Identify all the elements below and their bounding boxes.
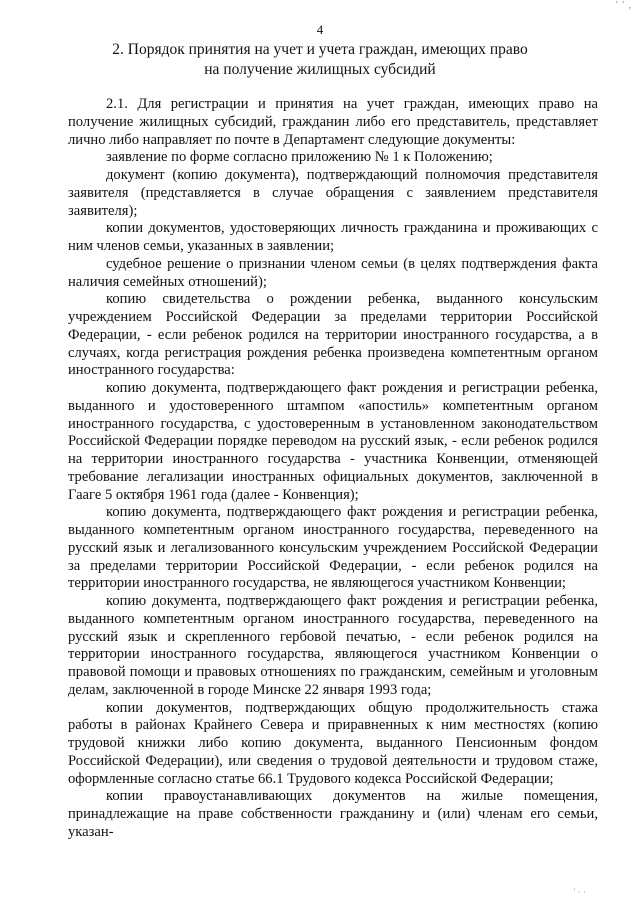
paragraph-birth-minsk-convention: копию документа, подтверждающего факт рождения и регистрации ребенка, выданного компетентным органом иностранного государства, переведенного на русский язык и скрепленного гербовой печатью, - если ребенок родился на территории иностранного государства, являющегося участником Конвенции о правовой помощи и правовых отношениях по гражданским, семейным и уголовным делам, заключенной в городе Минске 22 января 1993 года;: [68, 593, 598, 698]
scan-corner-mark: ' ' ,: [615, 0, 632, 11]
paragraph-birth-certificate-consular: копию свидетельства о рождении ребенка, выданного консульским учреждением Российской Федерации за пределами территории Российской Федерации, - если ребенок родился на территории иностранного государства, а в случаях, когда регистрация рождения ребенка произведена компетентным органом иностранного государства:: [68, 291, 598, 379]
document-body: [68, 96, 598, 842]
paragraph-court-decision: судебное решение о признании членом семьи (в целях подтверждения факта наличия семейных отношений);: [68, 255, 598, 290]
paragraph-north-work-experience: копии документов, подтверждающих общую продолжительность стажа работы в районах Крайнего Севера и приравненных к ним местностях (копию трудовой книжки либо копию документа, выданного Пенсионным фондом Российской Федерации), или сведения о трудовой деятельности и трудовом стаже, оформленные согласно статье 66.1 Трудового кодекса Российской Федерации;: [68, 699, 598, 787]
section-title-line-1: 2. Порядок принятия на учет и учета граждан, имеющих право: [112, 41, 528, 58]
paragraph-representative-authority: документ (копию документа), подтверждающий полномочия представителя заявителя (представляется в случае обращения с заявлением представителя заявителя);: [68, 167, 598, 219]
paragraph-identity-documents: копии документов, удостоверяющих личность гражданина и проживающих с ним членов семьи, указанных в заявлении;: [68, 220, 598, 254]
page-number: 4: [316, 22, 324, 37]
paragraph-birth-apostille: копию документа, подтверждающего факт рождения и регистрации ребенка, выданного и удостоверенного штампом «апостиль» компетентным органом иностранного государства, с удостоверенным в установленном законодательством Российской Федерации порядке переводом на русский язык, - если ребенок родился на территории иностранного государства - участника Конвенции, отменяющей требование легализации иностранных официальных документов, заключенной в Гааге 5 октября 1961 года (далее - Конвенция);: [68, 380, 598, 503]
section-heading: [40, 40, 600, 80]
scan-bottom-mark: ' · ·: [573, 887, 586, 897]
paragraph-application-form: заявление по форме согласно приложению № 1 к Положению;: [106, 149, 493, 166]
section-title-line-2: на получение жилищных субсидий: [204, 61, 436, 78]
paragraph-2-1-intro: 2.1. Для регистрации и принятия на учет граждан, имеющих право на получение жилищных субсидий, гражданин либо его представитель, представляет лично либо направляет по почте в Департамент следующие документы:: [68, 96, 598, 148]
paragraph-birth-legalized: копию документа, подтверждающего факт рождения и регистрации ребенка, выданного компетентным органом иностранного государства, переведенного на русский язык и легализованного консульским учреждением Российской Федерации за пределами территории Российской Федерации, - если ребенок родился на территории иностранного государства, не являющегося участником Конвенции;: [68, 504, 598, 592]
paragraph-property-documents: копии правоустанавливающих документов на жилые помещения, принадлежащие на праве собственности гражданину и (или) членам его семьи, указан-: [68, 788, 598, 840]
